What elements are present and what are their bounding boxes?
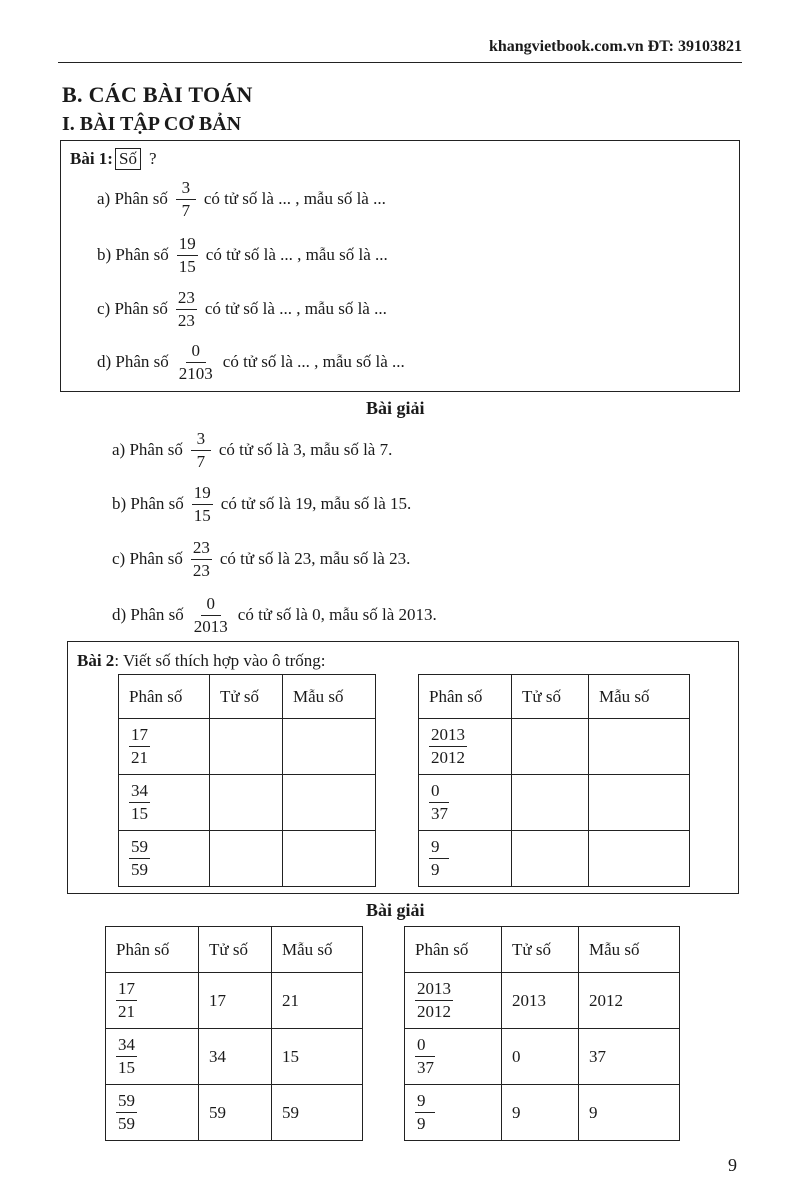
header-cell: Tử số [502,927,579,973]
header-cell: Mẫu số [283,675,376,719]
fraction-denominator: 37 [417,1058,434,1077]
mau-so-value: 9 [579,1085,680,1141]
fraction [429,725,467,767]
fraction-denominator: 7 [181,200,191,220]
tu-so-blank[interactable] [512,831,589,887]
fraction-numerator: 59 [116,1091,137,1113]
page-number: 9 [728,1155,737,1175]
fraction-cell [119,775,210,831]
item-suffix: có tử số là 3, mẫu số là 7. [218,440,393,460]
header-cell: Tử số [210,675,283,719]
table-row [119,719,376,775]
fraction-numerator: 17 [129,725,150,747]
fraction-denominator: 59 [118,1114,135,1133]
fraction [191,538,212,580]
fraction [177,234,198,276]
item-prefix: d) Phân số [97,352,169,372]
header-cell: Mẫu số [589,675,690,719]
tu-so-blank[interactable] [210,719,283,775]
fraction-cell [405,1029,502,1085]
fraction-cell [405,973,502,1029]
table-row [405,1029,680,1085]
table-row [106,1029,363,1085]
fraction-cell [419,719,512,775]
fraction [176,288,197,330]
fraction [129,725,150,767]
tu-so-value: 34 [199,1029,272,1085]
header-cell: Phân số [419,675,512,719]
fraction-cell [106,1029,199,1085]
fraction-numerator: 17 [116,979,137,1001]
fraction [191,429,211,471]
solution-item-d [112,594,437,636]
fraction [116,1091,137,1133]
bai1-item-c [97,288,387,330]
fraction-numerator: 2013 [429,725,467,747]
item-suffix: có tử số là ... , mẫu số là ... [204,299,387,319]
solution-item-b [112,483,411,525]
solution-left-table [105,926,363,1141]
fraction-cell [405,1085,502,1141]
fraction-numerator: 9 [429,837,449,859]
fraction-numerator: 2013 [415,979,453,1001]
bai2-heading [77,651,325,671]
item-suffix: có tử số là 19, mẫu số là 15. [220,494,412,514]
table-row [106,1085,363,1141]
bai2-left-table [118,674,376,887]
bai1-boxed-word: Số [115,148,141,170]
bai1-item-d [97,341,405,383]
mau-so-blank[interactable] [589,719,690,775]
header-cell: Phân số [119,675,210,719]
fraction-denominator: 2103 [178,363,213,383]
fraction [415,979,453,1021]
mau-so-value: 59 [272,1085,363,1141]
bai1-item-b [97,234,388,276]
tu-so-value: 9 [502,1085,579,1141]
fraction-numerator: 19 [177,234,198,256]
tu-so-value: 59 [199,1085,272,1141]
fraction [415,1091,435,1133]
table-row [119,775,376,831]
fraction-denominator: 15 [131,804,148,823]
section-title: B. CÁC BÀI TOÁN [62,82,253,107]
item-prefix: d) Phân số [112,605,184,625]
fraction [116,1035,137,1077]
fraction-cell [419,831,512,887]
mau-so-value: 21 [272,973,363,1029]
bai2-right-table [418,674,690,887]
fraction-denominator: 15 [178,256,196,276]
fraction-denominator: 9 [431,860,440,879]
fraction [429,781,450,823]
fraction-denominator: 15 [193,505,211,525]
fraction [176,178,196,220]
tu-so-blank[interactable] [210,831,283,887]
fraction [129,781,150,823]
fraction-numerator: 3 [191,429,211,451]
item-suffix: có tử số là ... , mẫu số là ... [203,189,386,209]
bai1-question-mark: ? [148,149,157,168]
item-prefix: b) Phân số [97,245,169,265]
mau-so-value: 2012 [579,973,680,1029]
fraction-numerator: 0 [429,781,449,803]
table-row [119,831,376,887]
header-cell: Mẫu số [272,927,363,973]
fraction-denominator: 23 [192,560,210,580]
item-prefix: c) Phân số [112,549,183,569]
fraction-cell [106,973,199,1029]
table-row [419,719,690,775]
mau-so-value: 15 [272,1029,363,1085]
tu-so-blank[interactable] [512,719,589,775]
tu-so-value: 17 [199,973,272,1029]
fraction-denominator: 2012 [431,748,465,767]
bai1-solution-title: Bài giải [366,398,425,418]
fraction-numerator: 23 [191,538,212,560]
mau-so-blank[interactable] [589,831,690,887]
fraction-numerator: 34 [129,781,150,803]
mau-so-value: 37 [579,1029,680,1085]
fraction [192,483,213,525]
header-website: khangvietbook.com.vn ĐT: 39103821 [488,38,742,55]
table-row [405,973,680,1029]
fraction-denominator: 2013 [193,616,228,636]
table-row [419,775,690,831]
fraction-denominator: 7 [196,451,206,471]
fraction-denominator: 37 [431,804,448,823]
fraction-numerator: 19 [192,483,213,505]
fraction-numerator: 3 [176,178,196,200]
table-row [419,831,690,887]
bai1-heading [70,148,157,170]
header-cell: Phân số [106,927,199,973]
fraction-denominator: 21 [118,1002,135,1021]
header-cell: Tử số [199,927,272,973]
header-cell: Mẫu số [579,927,680,973]
fraction-numerator: 23 [176,288,197,310]
fraction [429,837,449,879]
fraction-cell [119,719,210,775]
table-row [106,973,363,1029]
header-cell: Phân số [405,927,502,973]
bai2-solution-title: Bài giải [366,900,425,920]
fraction-denominator: 2012 [417,1002,451,1021]
fraction-numerator: 0 [415,1035,435,1057]
bai1-label: Bài 1: [70,149,113,168]
fraction-numerator: 9 [415,1091,435,1113]
solution-item-a [112,429,392,471]
fraction [129,837,150,879]
fraction-denominator: 23 [177,310,195,330]
fraction-denominator: 59 [131,860,148,879]
item-prefix: a) Phân số [97,189,168,209]
table-row [405,1085,680,1141]
fraction [116,979,137,1021]
fraction-cell [419,775,512,831]
item-prefix: a) Phân số [112,440,183,460]
solution-item-c [112,538,410,580]
bai1-item-a [97,178,386,220]
tu-so-blank[interactable] [210,775,283,831]
item-prefix: b) Phân số [112,494,184,514]
fraction-denominator: 9 [417,1114,426,1133]
header-cell: Tử số [512,675,589,719]
bai2-label: Bài 2 [77,651,115,670]
fraction-denominator: 15 [118,1058,135,1077]
fraction [415,1035,436,1077]
solution-right-table [404,926,680,1141]
fraction-cell [119,831,210,887]
fraction-numerator: 0 [186,341,206,363]
fraction [192,594,230,636]
bai2-instruction: : Viết số thích hợp vào ô trống: [114,651,326,670]
tu-so-blank[interactable] [512,775,589,831]
header-divider [58,62,742,63]
item-suffix: có tử số là ... , mẫu số là ... [205,245,388,265]
fraction-denominator: 21 [131,748,148,767]
mau-so-blank[interactable] [283,831,376,887]
item-suffix: có tử số là ... , mẫu số là ... [222,352,405,372]
subsection-title: I. BÀI TẬP CƠ BẢN [62,113,242,135]
fraction [177,341,215,383]
item-suffix: có tử số là 0, mẫu số là 2013. [237,605,437,625]
item-suffix: có tử số là 23, mẫu số là 23. [219,549,411,569]
tu-so-value: 2013 [502,973,579,1029]
fraction-numerator: 59 [129,837,150,859]
fraction-cell [106,1085,199,1141]
tu-so-value: 0 [502,1029,579,1085]
item-prefix: c) Phân số [97,299,168,319]
mau-so-blank[interactable] [283,775,376,831]
fraction-numerator: 0 [201,594,221,616]
mau-so-blank[interactable] [589,775,690,831]
fraction-numerator: 34 [116,1035,137,1057]
mau-so-blank[interactable] [283,719,376,775]
